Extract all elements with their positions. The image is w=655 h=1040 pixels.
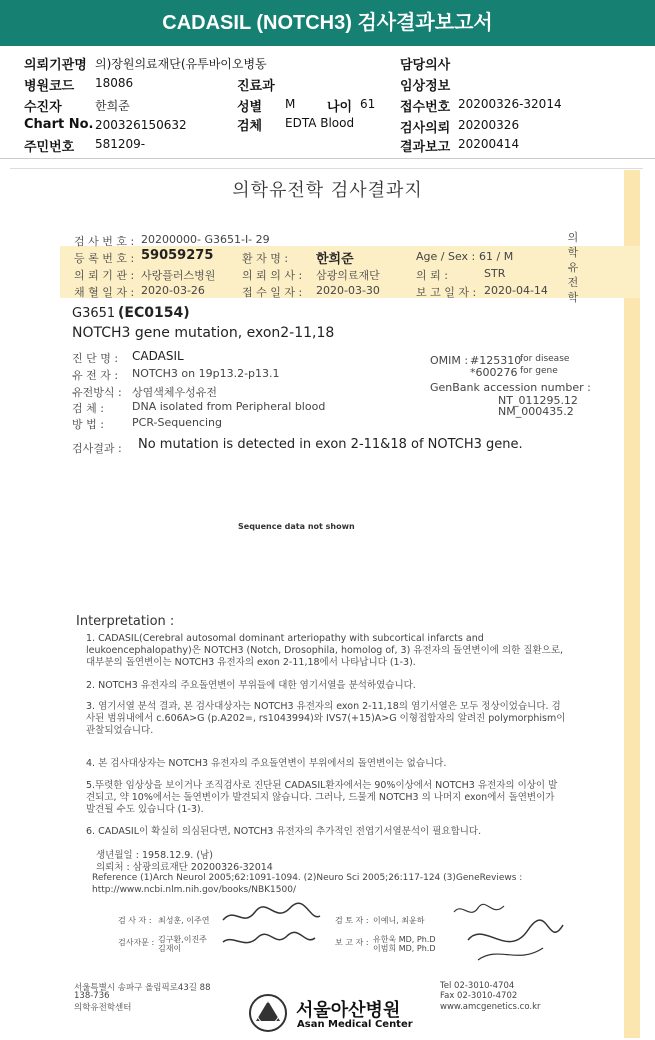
birth-line: 생년월일 : 1958.12.9. (남)	[96, 850, 213, 861]
tester-label: 검 사 자 :	[118, 916, 152, 925]
gene-label: 유 전 자 :	[72, 369, 119, 382]
report-date-label: 보 고 일 자 :	[416, 286, 477, 299]
highlight-side	[624, 170, 640, 1038]
interp-3: 3. 염기서열 분석 결과, 본 검사대상자는 NOTCH3 유전자의 exon 2-11,18의 염기서열은 모두 정상이었습니다. 검사된 범위내에서 c.606A>G (p.A202=, rs1043994)와 IVS7(+15)A>G 이형접합자의 알려진 polymorphism이 관찰되었습니다.	[86, 701, 566, 736]
value-resident-no: 581209-	[95, 137, 146, 151]
collect-date: 2020-03-26	[141, 284, 205, 297]
signature-tester	[215, 898, 325, 958]
footer-tel: Tel 02-3010-4704	[440, 981, 515, 991]
interp-4: 4. 본 검사대상자는 NOTCH3 유전자의 주요돌연변이 부위에서의 돌연변이는 없습니다.	[86, 758, 447, 769]
hospital-name-en: Asan Medical Center	[297, 1019, 413, 1030]
ec-code: (EC0154)	[118, 305, 190, 321]
interp-1: 1. CADASIL(Cerebral autosomal dominant arteriopathy with subcortical infarcts and leukoencephalopathy)은 NOTCH3 (Notch, Drosophila, homolog of, 3) 유전자의 돌연변이에 의한 질환으로, 대부분의 돌연변이는 NOTCH3 유전자의 exon 2-11,18에서 나타납니다 (1-3).	[86, 633, 564, 668]
value-hospital-code: 18086	[95, 76, 134, 90]
dx: CADASIL	[132, 349, 184, 363]
advisor-label: 검사자문 :	[118, 938, 155, 947]
label-doctor: 담당의사	[400, 58, 451, 73]
value-age: 61	[360, 97, 376, 111]
omim-gene-id: *600276	[470, 366, 518, 379]
asan-logo-icon	[248, 993, 288, 1033]
ref-doc-label: 의 뢰 의 사 :	[242, 269, 303, 282]
label-report-date: 결과보고	[400, 140, 451, 155]
footer-zip: 138-736	[74, 991, 110, 1001]
label-request-date: 검사의뢰	[400, 121, 451, 136]
gene: NOTCH3 on 19p13.2-p13.1	[132, 367, 280, 380]
value-request-date: 20200326	[458, 118, 520, 132]
patient-label: 환 자 명 :	[242, 252, 289, 265]
test-code: G3651	[72, 306, 116, 321]
receive-label: 접 수 일 자 :	[242, 286, 303, 299]
collect-label: 채 혈 일 자 :	[74, 286, 135, 299]
label-hospital-code: 병원코드	[24, 79, 75, 94]
omim-gene-note: for gene	[520, 366, 558, 376]
footer-center: 의학유전학센터	[74, 1003, 132, 1013]
ref-doc: 삼광의료재단	[316, 269, 380, 282]
patient-info-header	[0, 50, 655, 158]
value-specimen: EDTA Blood	[285, 116, 355, 130]
result-label: 검사결과 :	[72, 442, 122, 455]
sequence-note: Sequence data not shown	[238, 522, 355, 531]
reviewer: 이예니, 최윤하	[373, 916, 425, 925]
ward: STR	[484, 267, 506, 280]
signature-reviewer	[448, 900, 568, 970]
value-recipient: 한희준	[95, 99, 130, 113]
request-line: 의뢰처 : 삼광의료재단 20200326-32014	[96, 862, 273, 873]
reg-no: 59059275	[141, 248, 214, 263]
genbank-2: NM_000435.2	[498, 405, 574, 418]
report-heading: 의학유전학 검사결과지	[232, 180, 423, 201]
method-label: 방 법 :	[72, 418, 104, 431]
ref-inst-label: 의 뢰 기 관 :	[74, 269, 135, 282]
ref-inst: 사랑플러스병원	[141, 269, 216, 282]
sample-label: 검 체 :	[72, 402, 104, 415]
receive-date: 2020-03-30	[316, 284, 380, 297]
label-institution: 의뢰기관명	[24, 58, 87, 73]
inherit-label: 유전방식 :	[72, 386, 122, 399]
label-accession-no: 접수번호	[400, 100, 451, 115]
genbank-1: NT_011295.12	[498, 394, 578, 407]
value-sex: M	[285, 97, 296, 111]
tester: 최성훈, 이주연	[158, 916, 210, 925]
label-sex: 성별	[237, 100, 263, 115]
patient-name: 한희준	[316, 252, 354, 267]
hospital-name-ko: 서울아산병원	[296, 1000, 401, 1021]
report-date: 2020-04-14	[484, 284, 548, 297]
divider	[0, 158, 655, 159]
interp-5: 5.뚜렷한 임상상을 보이거나 조직검사로 진단된 CADASIL환자에서는 90%이상에서 NOTCH3 유전자의 이상이 발견되고, 약 10%에서는 돌연변이가 발견되지 않습니다. 그러나, 드물게 NOTCH3 의 나머지 exon에서 돌연변이가 발견될 수도 있습니다 (1-3).	[86, 780, 558, 815]
label-specimen: 검체	[237, 119, 263, 134]
side-label: 의학유전학	[567, 231, 579, 304]
age-sex-label: Age / Sex :	[416, 250, 476, 263]
value-report-date: 20200414	[458, 137, 520, 151]
reference: Reference (1)Arch Neurol 2005;62:1091-1094. (2)Neuro Sci 2005;26:117-124 (3)GeneReviews : http://www.ncbi.nlm.nih.gov/books/NBK1500/	[92, 873, 523, 895]
omim-label: OMIM :	[430, 354, 469, 367]
footer-web: www.amcgenetics.co.kr	[440, 1002, 541, 1012]
interp-6: 6. CADASIL이 확실히 의심된다면, NOTCH3 유전자의 추가적인 전엽기서열분석이 필요합니다.	[86, 826, 482, 837]
method: PCR-Sequencing	[132, 416, 222, 429]
value-accession-no: 20200326-32014	[458, 97, 562, 111]
value-institution: 의)장원의료재단(유투바이오병동	[95, 57, 267, 71]
genbank-label: GenBank accession number :	[430, 381, 591, 394]
exam-no: 20200000- G3651-I- 29	[141, 233, 270, 246]
exam-no-label: 검 사 번 호 :	[74, 235, 135, 248]
reporter: 유한욱 MD, Ph.D 이범희 MD, Ph.D	[373, 935, 436, 953]
interp-2: 2. NOTCH3 유전자의 주요돌연변이 부위들에 대한 염기서열을 분석하였습니다.	[86, 680, 416, 691]
test-name: NOTCH3 gene mutation, exon2-11,18	[72, 325, 335, 341]
footer-fax: Fax 02-3010-4702	[440, 991, 518, 1001]
label-resident-no: 주민번호	[24, 140, 75, 155]
omim-disease-note: for disease	[520, 354, 570, 364]
label-age: 나이	[327, 100, 353, 115]
label-dept: 진료과	[237, 79, 275, 94]
reg-no-label: 등 록 번 호 :	[74, 252, 135, 265]
ward-label: 의 뢰 :	[416, 269, 448, 282]
dx-label: 진 단 명 :	[72, 352, 119, 365]
omim-disease-id: #125310	[470, 354, 522, 367]
inherit: 상염색체우성유전	[132, 386, 218, 399]
footer-address: 서울특별시 송파구 올림픽로43길 88	[74, 983, 211, 993]
reporter-label: 보 고 자 :	[335, 938, 369, 947]
value-chart-no: 200326150632	[95, 118, 187, 132]
interpretation-title: Interpretation :	[76, 614, 175, 629]
advisor: 김구환,이진주 김재이	[158, 935, 207, 953]
label-recipient: 수진자	[24, 100, 62, 115]
label-chart-no: Chart No.	[24, 117, 94, 132]
label-clinical-info: 임상정보	[400, 79, 451, 94]
result-text: No mutation is detected in exon 2-11&18 of NOTCH3 gene.	[138, 437, 523, 452]
age-sex: 61 / M	[479, 250, 514, 263]
report-title-bar: CADASIL (NOTCH3) 검사결과보고서	[0, 0, 655, 46]
sample: DNA isolated from Peripheral blood	[132, 400, 326, 413]
reviewer-label: 검 토 자 :	[335, 916, 369, 925]
